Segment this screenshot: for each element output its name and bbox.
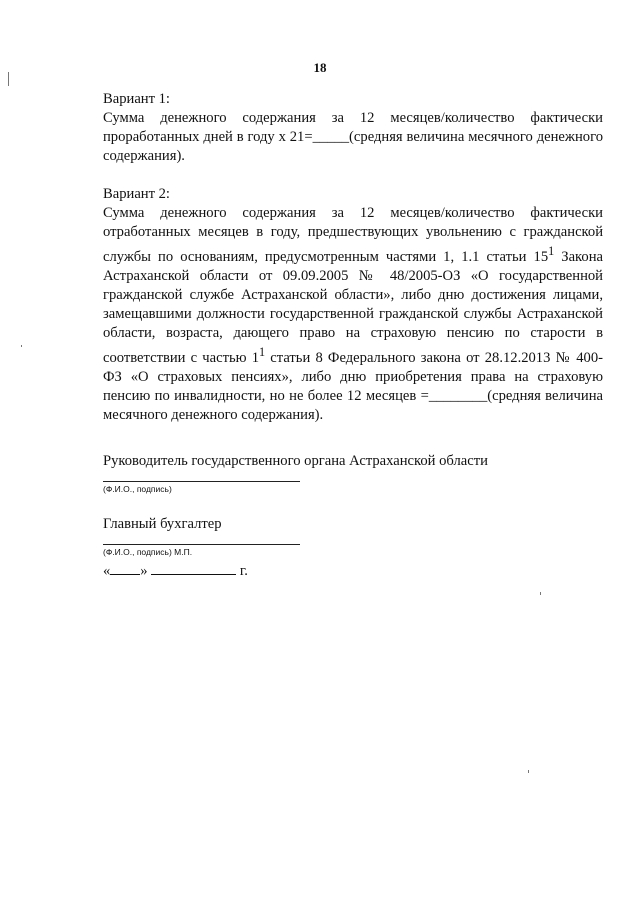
footnote-sup-2: 1	[259, 344, 266, 359]
variant-2-text-part-1: Сумма денежного содержания за 12 месяцев/количество фактически отработанных месяцев в году, предшествующих увольнению с гражданской службы по основаниям, предусмотренным частями 1, 1.1 статьи 15	[103, 205, 603, 265]
scan-mark	[8, 72, 9, 86]
variant-2-text-part-3: статьи 8 Федерального закона от 28.12.2013 № 400-ФЗ «О страховых пенсиях», либо дню приобретения права на страховую пенсию по инвалидности, но не более 12 месяцев =________(средняя величина месячного денежного содержания).	[103, 349, 603, 423]
date-line	[103, 562, 603, 581]
spacer	[103, 495, 603, 515]
scan-mark	[528, 770, 529, 773]
accountant-signature-line[interactable]	[103, 544, 300, 545]
head-signature-line[interactable]	[103, 481, 300, 482]
date-close-quote: »	[140, 562, 148, 579]
year-suffix: г.	[239, 562, 248, 579]
spacer	[103, 444, 603, 452]
scan-mark	[21, 345, 22, 347]
scan-mark	[540, 592, 541, 595]
page-number: 18	[313, 60, 327, 75]
accountant-title: Главный бухгалтер	[103, 515, 222, 532]
footnote-sup-1: 1	[548, 244, 555, 258]
variant-1-text: Сумма денежного содержания за 12 месяцев/количество фактически проработанных дней в году х 21=_____(средняя величина месячного денежного содержания).	[103, 110, 603, 164]
day-blank[interactable]	[110, 562, 140, 575]
variant-2-title: Вариант 2:	[103, 186, 170, 202]
variant-1-title: Вариант 1:	[103, 91, 170, 107]
date-open-quote: «	[103, 562, 111, 579]
head-signature-caption: (Ф.И.О., подпись)	[103, 483, 172, 494]
accountant-signature-caption: (Ф.И.О., подпись) М.П.	[103, 546, 193, 557]
spacer	[103, 425, 603, 444]
variant-2-text-part-2: Закона Астраханской области от 09.09.2005 № 48/2005-ОЗ «О государственной гражданской службе Астраханской области», либо дню достижения лицами, замещавшими должности государственной гражданской службы Астраханской области, возраста, дающего право на страховую пенсию по старости в соответствии с частью 1	[103, 248, 603, 366]
spacer	[103, 166, 603, 185]
head-title: Руководитель государственного органа Астраханской области	[103, 452, 488, 469]
month-year-blank[interactable]	[151, 562, 236, 575]
variant-2-text	[103, 204, 603, 425]
document-body	[103, 90, 603, 581]
